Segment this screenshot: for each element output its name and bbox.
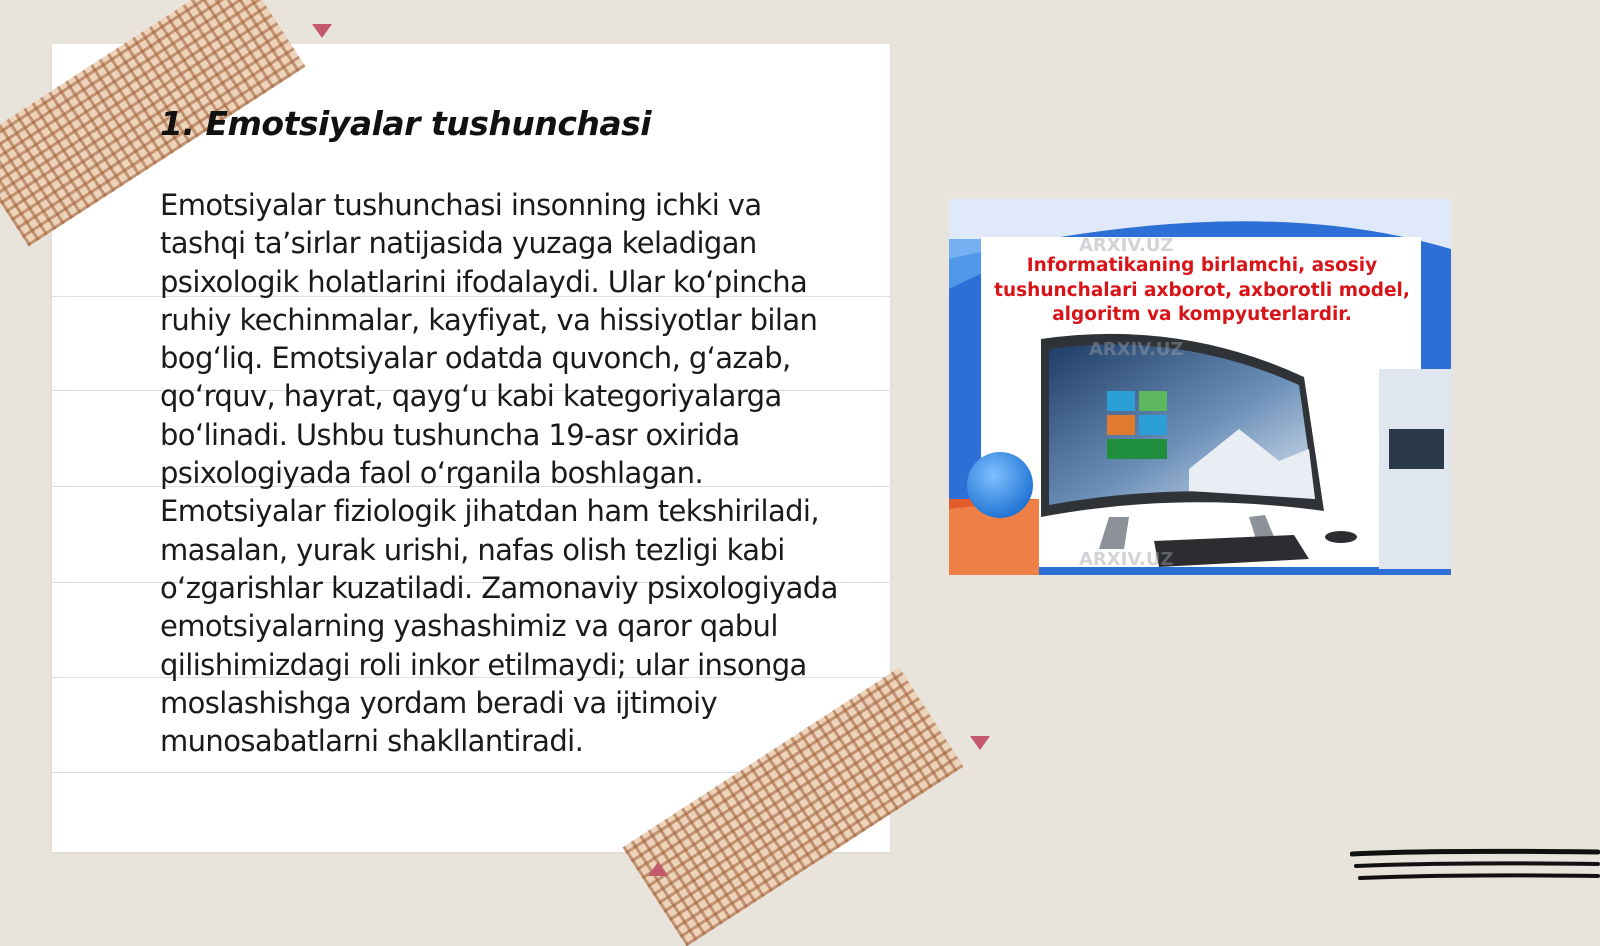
- watermark-text: ARXIV.UZ: [1089, 339, 1184, 360]
- tape-pin-icon: [648, 862, 668, 876]
- watermark-text: ARXIV.UZ: [1079, 549, 1174, 570]
- tape-pin-icon: [970, 736, 990, 750]
- watermark-text: ARXIV.UZ: [1079, 235, 1174, 256]
- figure-caption: Informatikaning birlamchi, asosiy tushunchalari axborot, axborotli model, algoritm va kompyuterlardir.: [994, 255, 1410, 325]
- slide-title: 1. Emotsiyalar tushunchasi: [160, 104, 652, 143]
- slide-body-text: Emotsiyalar tushunchasi insonning ichki va tashqi ta’sirlar natijasida yuzaga keladigan psixologik holatlarini ifodalaydi. Ular ko‘pincha ruhiy kechinmalar, kayfiyat, va hissiyotlar bilan bog‘liq. Emotsiyalar odatda quvonch, g‘azab, qo‘rquv, hayrat, qayg‘u kabi kategoriyalarga bo‘linadi. Ushbu tushuncha 19-asr oxirida psixologiyada faol o‘rganila boshlagan. Emotsiyalar fiziologik jihatdan ham tekshiriladi, masalan, yurak urishi, nafas olish tezligi kabi o‘zgarishlar kuzatiladi. Zamonaviy psixologiyada emotsiyalarning yashashimiz va qaror qabul qilishimizdagi roli inkor etilmaydi; ular insonga moslashishga yordam beradi va ijtimoiy munosabatlarni shakllantiradi.: [160, 188, 838, 759]
- decorative-lines-icon: [1350, 848, 1600, 888]
- tape-pin-icon: [312, 24, 332, 38]
